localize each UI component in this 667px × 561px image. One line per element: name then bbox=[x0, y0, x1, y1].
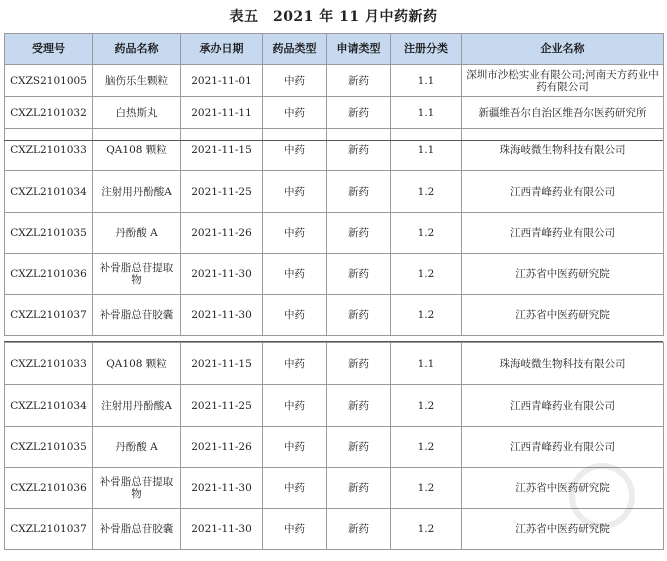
drug-type-cell: 中药 bbox=[263, 254, 327, 295]
drug-type-cell: 中药 bbox=[263, 295, 327, 336]
application-type-cell: 新药 bbox=[327, 254, 391, 295]
application-type-cell: 新药 bbox=[327, 509, 391, 550]
acceptance-no-cell: CXZL2101036 bbox=[5, 254, 93, 295]
acceptance-no-cell: CXZL2101035 bbox=[5, 213, 93, 254]
drug-name-cell: 补骨脂总苷提取物 bbox=[93, 468, 181, 509]
drug-type-cell: 中药 bbox=[263, 65, 327, 97]
drug-name-cell: 补骨脂总苷胶囊 bbox=[93, 509, 181, 550]
company-cell: 江苏省中医药研究院 bbox=[462, 254, 664, 295]
registration-class-cell: 1.1 bbox=[391, 129, 462, 171]
application-type-cell: 新药 bbox=[327, 171, 391, 213]
acceptance-no-cell: CXZL2101035 bbox=[5, 427, 93, 468]
drug-type-cell: 中药 bbox=[263, 509, 327, 550]
application-type-cell: 新药 bbox=[327, 385, 391, 427]
registration-class-cell: 1.1 bbox=[391, 65, 462, 97]
date-cell: 2021-11-11 bbox=[181, 97, 263, 129]
drug-name-cell: 丹酚酸 A bbox=[93, 427, 181, 468]
company-cell: 江西青峰药业有限公司 bbox=[462, 427, 664, 468]
drug-type-cell: 中药 bbox=[263, 171, 327, 213]
registration-class-cell: 1.2 bbox=[391, 254, 462, 295]
drug-type-cell: 中药 bbox=[263, 213, 327, 254]
acceptance-no-cell: CXZL2101034 bbox=[5, 171, 93, 213]
date-cell: 2021-11-25 bbox=[181, 385, 263, 427]
acceptance-no-cell: CXZL2101037 bbox=[5, 509, 93, 550]
registration-class-cell: 1.2 bbox=[391, 509, 462, 550]
company-cell: 江苏省中医药研究院 bbox=[462, 295, 664, 336]
acceptance-no-cell: CXZL2101036 bbox=[5, 468, 93, 509]
company-cell: 珠海岐微生物科技有限公司 bbox=[462, 129, 664, 171]
drug-name-cell: 补骨脂总苷胶囊 bbox=[93, 295, 181, 336]
acceptance-no-cell: CXZL2101032 bbox=[5, 97, 93, 129]
application-type-cell: 新药 bbox=[327, 343, 391, 385]
company-cell: 江苏省中医药研究院 bbox=[462, 468, 664, 509]
table-row bbox=[5, 129, 664, 171]
acceptance-no-cell: CXZL2101034 bbox=[5, 385, 93, 427]
drug-name-cell: 补骨脂总苷提取物 bbox=[93, 254, 181, 295]
date-cell: 2021-11-15 bbox=[181, 343, 263, 385]
acceptance-no-cell: CXZL2101033 bbox=[5, 343, 93, 385]
registration-class-cell: 1.2 bbox=[391, 171, 462, 213]
header-row bbox=[5, 34, 664, 65]
date-cell: 2021-11-30 bbox=[181, 295, 263, 336]
table-body-bottom bbox=[5, 343, 664, 550]
registration-class-cell: 1.1 bbox=[391, 97, 462, 129]
header-company: 企业名称 bbox=[462, 34, 664, 65]
application-type-cell: 新药 bbox=[327, 295, 391, 336]
registration-class-cell: 1.1 bbox=[391, 343, 462, 385]
application-type-cell: 新药 bbox=[327, 129, 391, 171]
table-row bbox=[5, 427, 664, 468]
date-cell: 2021-11-30 bbox=[181, 254, 263, 295]
application-type-cell: 新药 bbox=[327, 65, 391, 97]
drug-type-cell: 中药 bbox=[263, 129, 327, 171]
date-cell: 2021-11-30 bbox=[181, 509, 263, 550]
registration-class-cell: 1.2 bbox=[391, 427, 462, 468]
header-drug-name: 药品名称 bbox=[93, 34, 181, 65]
table-row bbox=[5, 295, 664, 336]
header-drug-type: 药品类型 bbox=[263, 34, 327, 65]
drug-name-cell: 丹酚酸 A bbox=[93, 213, 181, 254]
date-cell: 2021-11-26 bbox=[181, 427, 263, 468]
application-type-cell: 新药 bbox=[327, 427, 391, 468]
header-acceptance-no: 受理号 bbox=[5, 34, 93, 65]
section-divider bbox=[4, 140, 663, 141]
drug-name-cell: 注射用丹酚酸A bbox=[93, 171, 181, 213]
application-type-cell: 新药 bbox=[327, 213, 391, 254]
date-cell: 2021-11-15 bbox=[181, 129, 263, 171]
application-type-cell: 新药 bbox=[327, 468, 391, 509]
date-cell: 2021-11-01 bbox=[181, 65, 263, 97]
table-row bbox=[5, 254, 664, 295]
header-registration-class: 注册分类 bbox=[391, 34, 462, 65]
date-cell: 2021-11-25 bbox=[181, 171, 263, 213]
drug-type-cell: 中药 bbox=[263, 97, 327, 129]
acceptance-no-cell: CXZL2101033 bbox=[5, 129, 93, 171]
drug-type-cell: 中药 bbox=[263, 343, 327, 385]
table-body-top bbox=[5, 65, 664, 336]
company-cell: 深圳市沙松实业有限公司;河南天方药业中药有限公司 bbox=[462, 65, 664, 97]
company-cell: 珠海岐微生物科技有限公司 bbox=[462, 343, 664, 385]
drug-name-cell: QA108 颗粒 bbox=[93, 129, 181, 171]
table-row bbox=[5, 509, 664, 550]
company-cell: 新疆维吾尔自治区维吾尔医药研究所 bbox=[462, 97, 664, 129]
application-type-cell: 新药 bbox=[327, 97, 391, 129]
registration-class-cell: 1.2 bbox=[391, 385, 462, 427]
company-cell: 江西青峰药业有限公司 bbox=[462, 171, 664, 213]
table-row bbox=[5, 343, 664, 385]
table-row bbox=[5, 171, 664, 213]
acceptance-no-cell: CXZL2101037 bbox=[5, 295, 93, 336]
table-row bbox=[5, 97, 664, 129]
drug-name-cell: QA108 颗粒 bbox=[93, 343, 181, 385]
company-cell: 江西青峰药业有限公司 bbox=[462, 385, 664, 427]
company-cell: 江苏省中医药研究院 bbox=[462, 509, 664, 550]
drug-name-cell: 白热斯丸 bbox=[93, 97, 181, 129]
date-cell: 2021-11-30 bbox=[181, 468, 263, 509]
table-row bbox=[5, 65, 664, 97]
drug-table-top bbox=[4, 33, 664, 336]
company-cell: 江西青峰药业有限公司 bbox=[462, 213, 664, 254]
drug-table-bottom bbox=[4, 342, 664, 550]
table-title: 表五 2021 年 11 月中药新药 bbox=[229, 9, 438, 25]
drug-name-cell: 注射用丹酚酸A bbox=[93, 385, 181, 427]
drug-type-cell: 中药 bbox=[263, 427, 327, 468]
acceptance-no-cell: CXZS2101005 bbox=[5, 65, 93, 97]
header-application-type: 申请类型 bbox=[327, 34, 391, 65]
table-row bbox=[5, 468, 664, 509]
drug-type-cell: 中药 bbox=[263, 468, 327, 509]
table-row bbox=[5, 385, 664, 427]
table-row bbox=[5, 213, 664, 254]
drug-type-cell: 中药 bbox=[263, 385, 327, 427]
header-date: 承办日期 bbox=[181, 34, 263, 65]
registration-class-cell: 1.2 bbox=[391, 213, 462, 254]
drug-name-cell: 脑伤乐生颗粒 bbox=[93, 65, 181, 97]
date-cell: 2021-11-26 bbox=[181, 213, 263, 254]
registration-class-cell: 1.2 bbox=[391, 468, 462, 509]
registration-class-cell: 1.2 bbox=[391, 295, 462, 336]
